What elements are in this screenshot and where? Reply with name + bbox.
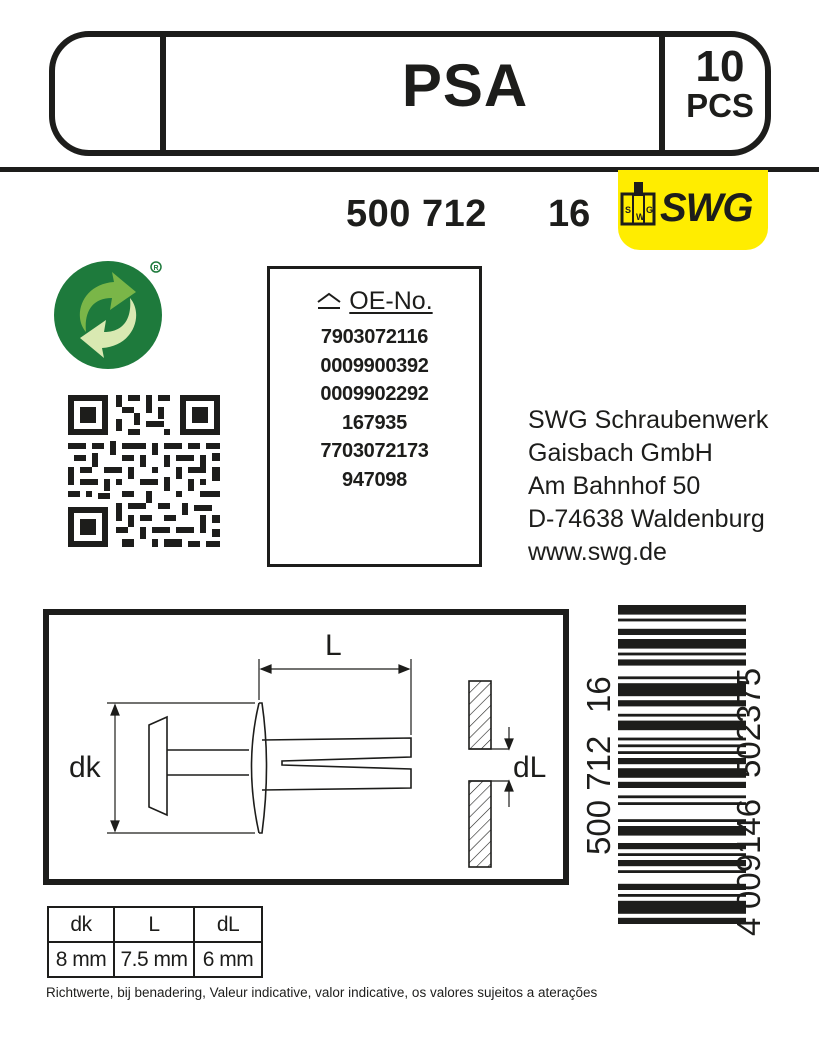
barcode-bar <box>618 683 746 696</box>
barcode-bar <box>618 870 746 873</box>
website-link[interactable]: www.swg.de <box>528 538 667 566</box>
disclaimer: Richtwerte, bij benadering, Valeur indicative, valor indicative, os valores sujeitos a aterações <box>46 985 598 1000</box>
quantity-unit: PCS <box>686 87 754 124</box>
table-header: dL <box>194 907 262 942</box>
barcode-bar <box>618 843 746 849</box>
green-dot-recycling-icon <box>52 258 170 370</box>
quantity-number: 10 <box>695 42 745 91</box>
barcode-bar <box>618 751 746 754</box>
address-line: D-74638 Waldenburg <box>528 505 765 533</box>
table-row <box>48 942 262 977</box>
oe-number: 0009900392 <box>320 354 429 377</box>
oe-number: 0009902292 <box>320 383 429 405</box>
quantity <box>675 42 765 124</box>
panel-upper <box>469 681 491 749</box>
barcode-bar <box>618 826 746 836</box>
barcode-first-digit: 4 <box>730 917 767 936</box>
address-line: SWG Schraubenwerk <box>528 406 769 434</box>
barcode-article-suffix: 16 <box>580 676 617 713</box>
barcode-bar <box>618 901 746 914</box>
oe-number: 7903072116 <box>320 326 429 348</box>
barcode-bar <box>618 639 746 649</box>
barcode-bar <box>618 768 746 778</box>
address-line: Am Bahnhof 50 <box>528 472 701 500</box>
equivalent-icon <box>316 292 342 310</box>
header-frame <box>49 31 771 156</box>
swg-emblem-icon <box>618 170 662 230</box>
barcode-bar <box>618 744 746 747</box>
svg-text:S: S <box>625 205 632 215</box>
ean-barcode <box>580 603 770 938</box>
svg-text:R: R <box>153 265 159 272</box>
oe-numbers-box <box>267 266 482 567</box>
barcode-bar <box>618 918 746 924</box>
head-diameter-label: dk <box>69 751 101 784</box>
table-header: dk <box>48 907 114 942</box>
table-cell: 6 mm <box>194 942 262 977</box>
manufacturer-address <box>528 404 768 569</box>
barcode-bar <box>618 795 746 798</box>
barcode-bar <box>618 782 746 788</box>
table-header: L <box>114 907 194 942</box>
barcode-bar <box>618 802 746 805</box>
barcode-bar <box>618 700 746 706</box>
barcode-bar <box>618 758 746 764</box>
table-header-row <box>48 907 262 942</box>
address-line: Gaisbach GmbH <box>528 439 713 467</box>
barcode-bar <box>618 738 746 741</box>
barcode-bar <box>618 884 746 890</box>
barcode-digits-left: 009146 <box>730 798 767 909</box>
barcode-bar <box>618 853 746 856</box>
panel-lower <box>469 781 491 867</box>
article-suffix: 16 <box>548 193 591 235</box>
hole-diameter-label: dL <box>513 751 547 784</box>
oe-number: 947098 <box>342 468 407 491</box>
oe-title-label: OE-No. <box>349 287 433 315</box>
rivet-drawing-svg <box>49 615 563 879</box>
barcode-bar <box>618 714 746 717</box>
oe-number: 7703072173 <box>320 440 429 462</box>
oe-title <box>270 287 479 316</box>
svg-text:G: G <box>646 205 654 215</box>
swg-logo-text: SWG <box>660 186 753 230</box>
barcode-digits-right: 502375 <box>730 667 767 778</box>
barcode-bar <box>618 819 746 822</box>
qr-code <box>68 395 222 549</box>
barcode-bar <box>618 659 746 665</box>
barcode-bar <box>618 653 746 656</box>
barcode-bar <box>618 629 746 635</box>
barcode-article-number: 500 712 <box>580 735 617 855</box>
header-divider-left <box>160 37 166 150</box>
dimensions-table <box>47 906 263 978</box>
svg-text:W: W <box>636 212 645 222</box>
barcode-bar <box>618 619 746 622</box>
oe-number-list <box>270 323 479 494</box>
barcode-bar <box>618 894 746 897</box>
oe-number: 167935 <box>342 411 407 434</box>
barcode-bar <box>618 676 746 679</box>
barcode-bar <box>618 721 746 731</box>
barcode-bar <box>618 605 746 615</box>
product-name: PSA <box>401 52 529 119</box>
barcode-bar <box>618 860 746 866</box>
swg-logo <box>618 170 768 250</box>
article-number: 500 712 <box>346 193 487 235</box>
table-cell: 8 mm <box>48 942 114 977</box>
technical-drawing <box>43 609 569 885</box>
rivet-outline <box>149 703 411 833</box>
dimension-lines <box>107 659 513 833</box>
table-cell: 7.5 mm <box>114 942 194 977</box>
length-label: L <box>325 629 342 662</box>
